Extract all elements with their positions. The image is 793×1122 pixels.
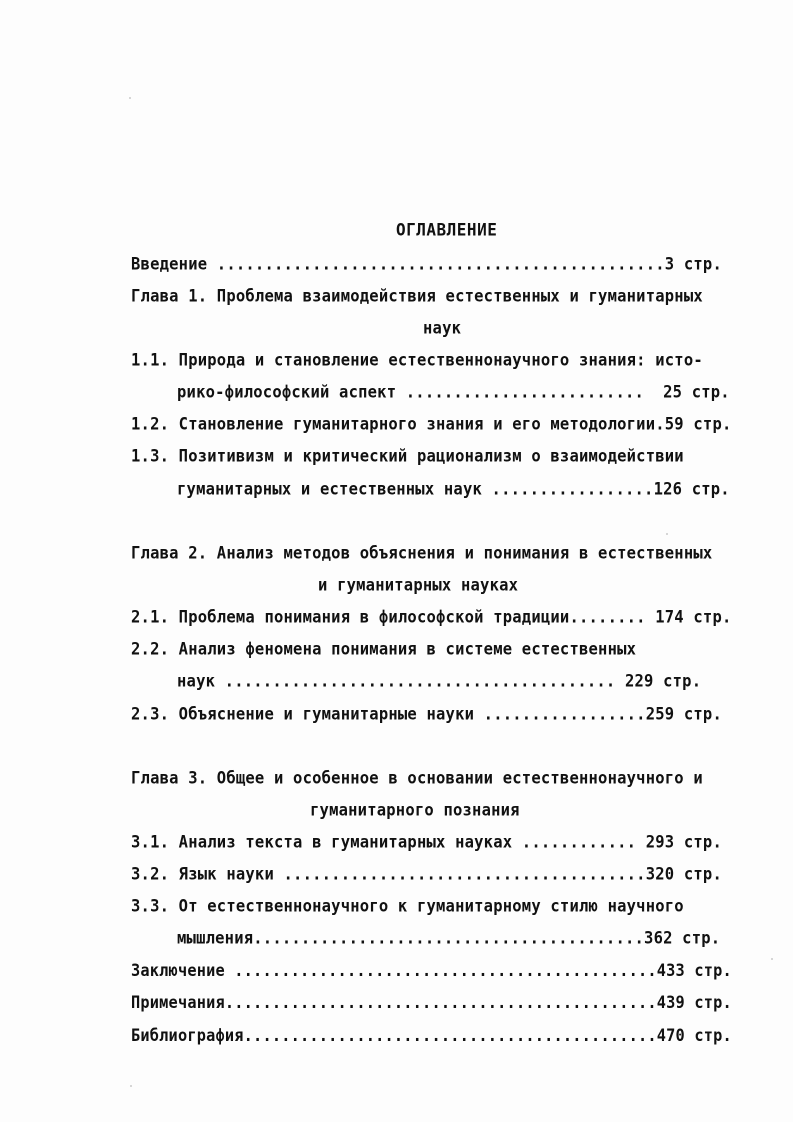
toc-section-1-1-cont: рико-философский аспект ......................... 25 стр. [177, 382, 730, 402]
scan-speck [130, 1085, 132, 1087]
toc-chapter-1-heading-cont: наук [423, 318, 462, 338]
toc-section-2-1: 2.1. Проблема понимания в философской традиции........ 174 стр. [131, 607, 732, 627]
scan-speck [666, 533, 668, 535]
toc-section-2-2: 2.2. Анализ феномена понимания в системе естественных [131, 639, 637, 659]
scan-speck [129, 97, 131, 99]
toc-line-bibliography: Библиография............................................470 стр. [131, 1026, 732, 1046]
toc-section-2-3: 2.3. Объяснение и гуманитарные науки .................259 стр. [131, 704, 722, 724]
toc-section-1-2: 1.2. Становление гуманитарного знания и его методологии.59 стр. [131, 414, 732, 434]
toc-chapter-1-heading: Глава 1. Проблема взаимодействия естественных и гуманитарных [131, 286, 703, 306]
toc-line-introduction: Введение ...............................................3 стр. [131, 254, 722, 274]
toc-chapter-2-heading: Глава 2. Анализ методов объяснения и понимания в естественных [131, 543, 713, 563]
toc-chapter-3-heading-cont: гуманитарного познания [310, 800, 520, 820]
toc-section-3-1: 3.1. Анализ текста в гуманитарных науках ............ 293 стр. [131, 832, 722, 852]
toc-chapter-2-heading-cont: и гуманитарных науках [318, 575, 519, 595]
toc-chapter-3-heading: Глава 3. Общее и особенное в основании естественнонаучного и [131, 768, 703, 788]
toc-section-2-2-cont: наук ......................................... 229 стр. [177, 671, 702, 691]
toc-section-3-3: 3.3. От естественнонаучного к гуманитарному стилю научного [131, 896, 684, 916]
toc-line-notes: Примечания..............................................439 стр. [131, 993, 732, 1013]
toc-line-conclusion: Заключение .............................................433 стр. [131, 961, 732, 981]
toc-section-1-1: 1.1. Природа и становление естественнонаучного знания: исто- [131, 350, 703, 370]
toc-section-1-3: 1.3. Позитивизм и критический рационализм о взаимодействии [131, 446, 684, 466]
scan-speck [771, 958, 773, 960]
toc-section-3-2: 3.2. Язык науки ......................................320 стр. [131, 864, 722, 884]
toc-section-1-3-cont: гуманитарных и естественных наук .................126 стр. [177, 479, 730, 499]
toc-section-3-3-cont: мышления.........................................362 стр. [177, 928, 721, 948]
toc-title: ОГЛАВЛЕНИЕ [396, 219, 498, 240]
